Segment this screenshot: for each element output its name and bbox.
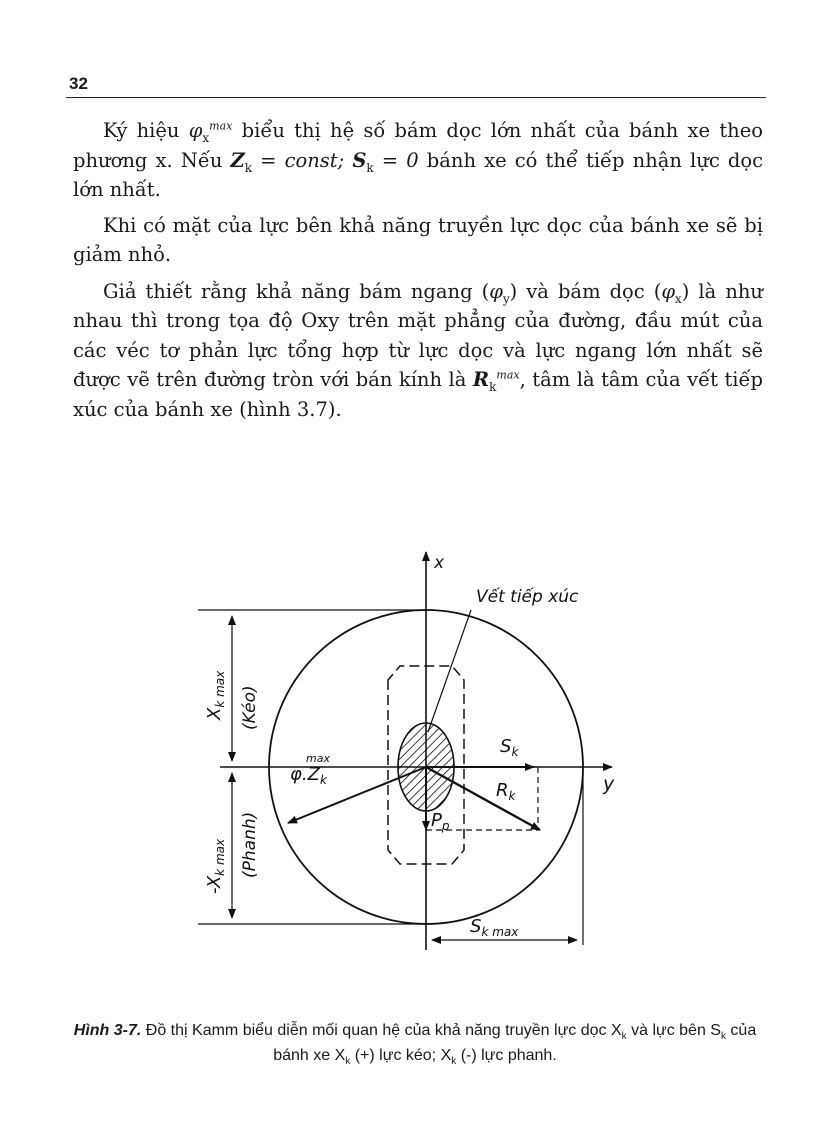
paragraph-3	[73, 277, 763, 425]
p1-text-1: Ký hiệu	[103, 119, 189, 142]
phi-y-symbol: φ	[489, 279, 503, 303]
s-symbol: S	[352, 148, 367, 172]
paragraph-2: Khi có mặt của lực bên khả năng truyền lực dọc của bánh xe sẽ bị giảm nhỏ.	[73, 213, 763, 266]
z-symbol: Z	[230, 148, 245, 172]
contact-label: Vết tiếp xúc	[476, 587, 579, 607]
phi-y-subscript: y	[502, 291, 510, 306]
phiz-sup-label: max	[306, 752, 330, 765]
header-rule	[66, 97, 766, 98]
p3-text-2: ) và bám dọc (	[509, 279, 662, 303]
paragraph-1	[73, 116, 763, 205]
z-subscript: k	[244, 160, 253, 175]
p1-text-5: =	[373, 148, 407, 172]
rk-label: $R_k$	[496, 780, 516, 803]
sk-label: $S_k$	[500, 736, 519, 759]
figure-caption	[70, 1018, 760, 1068]
body-text	[73, 116, 763, 431]
phi-subscript: x	[202, 130, 210, 145]
r-superscript: max	[496, 368, 520, 382]
p1-text-2: biểu thị hệ số bám dọc lớn nhất của bánh xe theo phương x. Nếu	[73, 119, 763, 172]
p3-text-1: Giả thiết rằng khả năng bám ngang (	[103, 279, 490, 303]
phiz-label: $\varphi.Z_k$	[290, 764, 327, 787]
phi-x-subscript: x	[675, 291, 682, 306]
r-symbol: R	[472, 368, 490, 391]
y-axis-label: y	[603, 773, 615, 795]
phanh-label: (Phanh)	[240, 811, 260, 878]
kamm-circle-diagram	[160, 540, 660, 950]
caption-sub-2: k	[720, 1031, 726, 1043]
caption-text-2: và lực bên S	[626, 1022, 721, 1039]
phi-superscript: max	[209, 119, 233, 133]
caption-sub-3: k	[345, 1056, 351, 1068]
skmax-label: $S_{k max}$	[470, 916, 519, 939]
caption-text-4: (+) lực kéo; X	[350, 1047, 452, 1064]
phi-symbol: φ	[188, 119, 203, 142]
const-word: const;	[284, 148, 345, 172]
x-axis-label: x	[434, 553, 445, 573]
caption-sub-4: k	[451, 1056, 457, 1068]
caption-text-3: của bánh xe X	[273, 1022, 757, 1064]
r-subscript: k	[489, 379, 497, 394]
caption-text-5: (-) lực phanh.	[456, 1047, 557, 1064]
xkmax-label: $X_{k max}$	[204, 670, 227, 720]
caption-sub-1: k	[621, 1031, 627, 1043]
phi-x-symbol: φ	[661, 279, 676, 303]
page-number: 32	[69, 74, 88, 93]
keo-label: (Kéo)	[240, 685, 260, 730]
p3-text-3: ) là như nhau thì trong tọa độ Oxy trên mặt phẳng của đường, đầu mút của các véc tơ phản lực tổng hợp từ lực dọc và lực ngang lớn nhất sẽ được vẽ trên đường tròn với bán kính là	[73, 279, 763, 391]
pp-label: $P_p$	[431, 810, 450, 833]
p1-text-3: =	[252, 148, 285, 172]
s-subscript: k	[366, 160, 374, 175]
caption-label: Hình 3-7.	[73, 1022, 142, 1039]
zero-value: 0	[406, 148, 419, 172]
caption-text-1: Đồ thị Kamm biểu diễn mối quan hệ của khả năng truyền lực dọc X	[141, 1022, 622, 1039]
neg-xkmax-label: $-X_{k max}$	[204, 838, 227, 894]
p1-text-6: bánh xe có thể tiếp nhận lực dọc lớn nhất.	[73, 148, 763, 201]
p3-text-4: , tâm là tâm của vết tiếp xúc của bánh xe (hình 3.7).	[73, 368, 763, 421]
